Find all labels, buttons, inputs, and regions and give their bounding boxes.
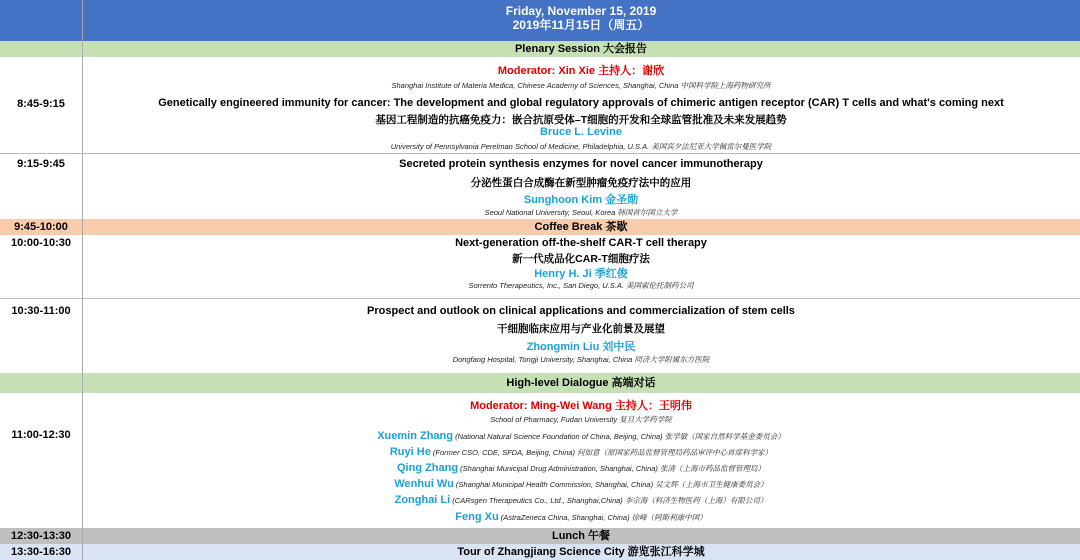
- date-cn: 2019年11月15日（周五）: [512, 18, 650, 32]
- talk-affiliation: Sorrento Therapeutics, Inc., San Diego, U.S.A. 美国索伦托制药公司: [468, 281, 694, 290]
- plenary-moderator-affiliation: Shanghai Institute of Materia Medica, Chinese Academy of Sciences, Shanghai, China 中国科学院上海药物研究所: [391, 81, 771, 90]
- talk-title-cn: 干细胞临床应用与产业化前景及展望: [497, 323, 665, 335]
- tour-label: Tour of Zhangjiang Science City 游览张江科学城: [457, 546, 705, 558]
- plenary-session-label: Plenary Session 大会报告: [514, 43, 648, 55]
- panelist: [82, 446, 1080, 458]
- dialogue-time: 11:00-12:30: [11, 429, 71, 441]
- dialogue-moderator-affiliation: School of Pharmacy, Fudan University 复旦大学药学院: [490, 415, 672, 424]
- panelist-name: Qing Zhang: [396, 462, 459, 474]
- talk-title-cn: 基因工程制造的抗癌免疫力：嵌合抗原受体–T细胞的开发和全球监管批准及未来发展趋势: [375, 114, 787, 126]
- talk-affiliation: University of Pennsylvania Perelman School of Medicine, Philadelphia, U.S.A. 美国宾夕法尼亚大学佩雷尔曼医学院: [390, 142, 772, 151]
- panelist-affiliation: (Former CSO, CDE, SFDA, Beijing, China) 何如意（原国家药品监督管理局药品审评中心首席科学家）: [430, 448, 773, 457]
- talk-title: Genetically engineered immunity for cancer: The development and global regulatory approvals of chimeric antigen receptor (CAR) T cells and what's coming next: [158, 97, 1004, 109]
- panelist-name: Wenhui Wu: [394, 478, 454, 490]
- lunch-time: 12:30-13:30: [11, 530, 71, 542]
- lunch-label: Lunch 午餐: [551, 530, 611, 542]
- plenary-moderator: Moderator: Xin Xie 主持人：谢欣: [497, 65, 665, 77]
- talk-title: Prospect and outlook on clinical applications and commercialization of stem cells: [367, 305, 795, 317]
- row-divider: [0, 153, 1080, 154]
- day-header: [0, 0, 1080, 41]
- talk-speaker: Bruce L. Levine: [540, 126, 622, 138]
- talk-speaker: Sunghoon Kim 金圣勋: [523, 194, 639, 206]
- talk-title-cn: 分泌性蛋白合成酶在新型肿瘤免疫疗法中的应用: [470, 177, 692, 189]
- talk-speaker: Henry H. Ji 季红俊: [534, 268, 628, 280]
- talk-affiliation: Dongfang Hospital, Tongji University, Shanghai, China 同济大学附属东方医院: [452, 355, 710, 364]
- panelist: [82, 478, 1080, 490]
- panelist-affiliation: (Shanghai Municipal Drug Administration, Shanghai, China) 张清（上海市药品监督管理局）: [458, 464, 766, 473]
- panelist-affiliation: (CARsgen Therapeutics Co., Ltd., Shanghai,China) 李宗海（科济生物医药（上海）有限公司）: [450, 496, 768, 505]
- talk-title: Secreted protein synthesis enzymes for novel cancer immunotherapy: [399, 158, 763, 170]
- talk-time: 10:00-10:30: [11, 237, 71, 249]
- panelist-affiliation: (AstraZeneca China, Shanghai, China) 徐峰（阿斯利康中国）: [498, 513, 707, 522]
- day-header-text: [82, 0, 1080, 32]
- dialogue-label: High-level Dialogue 高端对话: [506, 377, 656, 389]
- talk-affiliation: Seoul National University, Seoul, Korea 韩国首尔国立大学: [484, 208, 678, 217]
- panelist: [82, 462, 1080, 474]
- panelist-affiliation: (Shanghai Municipal Health Commission, Shanghai, China) 吴文辉（上海市卫生健康委员会）: [453, 480, 768, 489]
- panelist-name: Feng Xu: [455, 511, 499, 523]
- talk-speaker: Zhongmin Liu 刘中民: [526, 341, 636, 353]
- dialogue-band: [0, 373, 1080, 393]
- lunch-band: [0, 528, 1080, 544]
- panelist-name: Zonghai Li: [394, 494, 451, 506]
- coffee-break-label: Coffee Break 茶歇: [534, 221, 628, 233]
- panelist-name: Xuemin Zhang: [377, 430, 453, 442]
- panelist: [82, 494, 1080, 506]
- coffee-break-time: 9:45-10:00: [14, 221, 68, 233]
- date-en: Friday, November 15, 2019: [505, 4, 657, 18]
- panelist-affiliation: (National Natural Science Foundation of China, Beijing, China) 张学敏（国家自然科学基金委员会）: [452, 432, 785, 441]
- talk-time: 9:15-9:45: [17, 158, 65, 170]
- row-divider: [0, 298, 1080, 299]
- column-divider: [82, 0, 83, 560]
- tour-time: 13:30-16:30: [11, 546, 71, 558]
- coffee-break-band: [0, 219, 1080, 235]
- talk-title: Next-generation off-the-shelf CAR-T cell therapy: [455, 237, 707, 249]
- tour-band: [0, 544, 1080, 560]
- talk-time: 8:45-9:15: [17, 98, 65, 110]
- talk-title-cn: 新一代成品化CAR-T细胞疗法: [512, 253, 650, 265]
- panelist: [82, 430, 1080, 442]
- talk-time: 10:30-11:00: [11, 305, 71, 317]
- dialogue-moderator: Moderator: Ming-Wei Wang 主持人：王明伟: [470, 400, 692, 412]
- plenary-session-band: [0, 41, 1080, 57]
- panelist: [82, 511, 1080, 523]
- panelist-name: Ruyi He: [389, 446, 431, 458]
